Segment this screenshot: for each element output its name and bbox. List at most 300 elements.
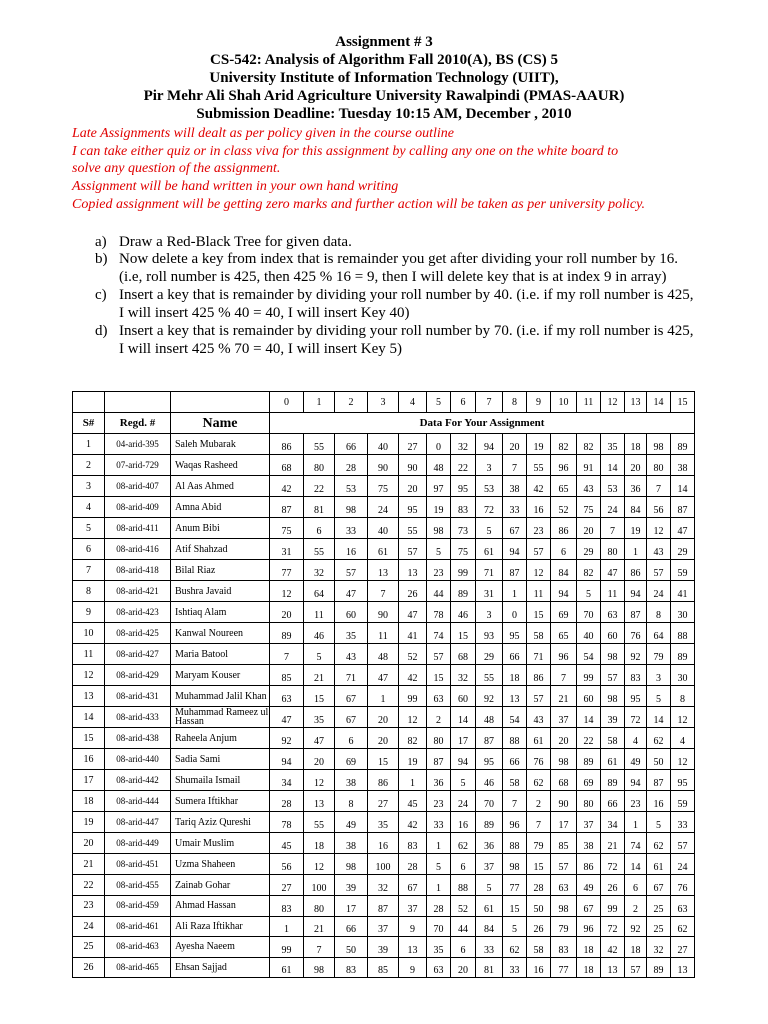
assignment-title: Assignment # 3	[335, 34, 433, 50]
data-value-cell: 44	[451, 916, 476, 937]
data-value-cell: 20	[503, 434, 527, 455]
data-value-cell: 16	[335, 539, 368, 560]
data-value-cell: 23	[527, 518, 551, 539]
data-value-cell: 66	[335, 434, 368, 455]
data-value-cell: 39	[601, 707, 625, 728]
data-value-cell: 23	[427, 560, 451, 581]
data-value-cell: 60	[577, 686, 601, 707]
row-regd: 08-arid-427	[105, 644, 171, 665]
data-value-cell: 88	[671, 623, 695, 644]
data-value-cell: 35	[335, 623, 368, 644]
data-value-cell: 79	[527, 833, 551, 854]
data-value-cell: 95	[476, 749, 503, 770]
table-row	[73, 455, 695, 476]
data-value-cell: 100	[304, 875, 335, 896]
data-value-cell: 89	[451, 581, 476, 602]
data-value-cell: 68	[551, 770, 577, 791]
data-value-cell: 15	[451, 623, 476, 644]
table-row	[73, 644, 695, 665]
data-value-cell: 88	[503, 833, 527, 854]
data-value-cell: 7	[304, 937, 335, 958]
data-value-cell: 26	[601, 875, 625, 896]
data-value-cell: 93	[476, 623, 503, 644]
data-value-cell: 11	[527, 581, 551, 602]
data-value-cell: 12	[399, 707, 427, 728]
data-value-cell: 36	[625, 476, 647, 497]
data-value-cell: 38	[671, 455, 695, 476]
data-value-cell: 20	[399, 476, 427, 497]
data-value-cell: 42	[399, 812, 427, 833]
data-value-cell: 14	[451, 707, 476, 728]
data-value-cell: 41	[399, 623, 427, 644]
row-sno: 15	[73, 728, 105, 749]
data-value-cell: 99	[399, 686, 427, 707]
empty-cell	[105, 392, 171, 413]
data-value-cell: 12	[304, 854, 335, 875]
data-value-cell: 62	[671, 916, 695, 937]
row-regd: 08-arid-423	[105, 602, 171, 623]
table-row	[73, 434, 695, 455]
data-value-cell: 46	[451, 602, 476, 623]
data-value-cell: 86	[577, 854, 601, 875]
data-value-cell: 55	[304, 812, 335, 833]
data-value-cell: 0	[503, 602, 527, 623]
row-regd: 04-arid-395	[105, 434, 171, 455]
row-regd: 08-arid-444	[105, 791, 171, 812]
data-value-cell: 37	[551, 707, 577, 728]
data-value-cell: 63	[551, 875, 577, 896]
data-value-cell: 66	[335, 916, 368, 937]
data-value-cell: 53	[476, 476, 503, 497]
table-row	[73, 957, 695, 978]
row-name: Zainab Gohar	[171, 875, 270, 896]
data-value-cell: 60	[451, 686, 476, 707]
data-value-cell: 30	[671, 665, 695, 686]
data-value-cell: 62	[503, 937, 527, 958]
row-name: Maria Batool	[171, 644, 270, 665]
data-value-cell: 75	[270, 518, 304, 539]
data-value-cell: 58	[601, 728, 625, 749]
row-sno: 20	[73, 833, 105, 854]
index-cell: 1	[304, 392, 335, 413]
data-value-cell: 25	[647, 896, 671, 917]
data-value-cell: 94	[625, 770, 647, 791]
data-value-cell: 87	[625, 602, 647, 623]
data-value-cell: 87	[671, 497, 695, 518]
data-value-cell: 87	[427, 749, 451, 770]
data-value-cell: 3	[647, 665, 671, 686]
data-value-cell: 12	[671, 749, 695, 770]
data-value-cell: 47	[368, 665, 399, 686]
data-value-cell: 80	[577, 791, 601, 812]
data-value-cell: 18	[577, 957, 601, 978]
row-regd: 08-arid-425	[105, 623, 171, 644]
data-value-cell: 86	[551, 518, 577, 539]
data-value-cell: 6	[304, 518, 335, 539]
data-value-cell: 37	[399, 896, 427, 917]
data-value-cell: 99	[601, 896, 625, 917]
data-value-cell: 57	[601, 665, 625, 686]
index-cell: 5	[427, 392, 451, 413]
row-regd: 08-arid-455	[105, 875, 171, 896]
data-value-cell: 6	[335, 728, 368, 749]
data-value-cell: 15	[527, 602, 551, 623]
row-regd: 08-arid-409	[105, 497, 171, 518]
data-value-cell: 98	[304, 957, 335, 978]
data-value-cell: 92	[270, 728, 304, 749]
row-regd: 08-arid-418	[105, 560, 171, 581]
question-text: Now delete a key from index that is remainder you get after dividing your roll number by 16.	[119, 251, 679, 267]
data-value-cell: 31	[270, 539, 304, 560]
data-value-cell: 11	[601, 581, 625, 602]
row-regd: 08-arid-451	[105, 854, 171, 875]
row-sno: 22	[73, 875, 105, 896]
data-value-cell: 59	[671, 791, 695, 812]
row-sno: 2	[73, 455, 105, 476]
data-value-cell: 27	[270, 875, 304, 896]
data-value-cell: 84	[625, 497, 647, 518]
data-value-cell: 27	[399, 434, 427, 455]
data-value-cell: 94	[451, 749, 476, 770]
data-value-cell: 64	[647, 623, 671, 644]
data-value-cell: 47	[399, 602, 427, 623]
data-value-cell: 38	[335, 770, 368, 791]
assignment-data-table	[72, 391, 695, 978]
data-value-cell: 35	[427, 937, 451, 958]
data-value-cell: 62	[647, 728, 671, 749]
data-value-cell: 19	[399, 749, 427, 770]
institute-name: University Institute of Information Technology (UIIT),	[209, 70, 559, 86]
data-value-cell: 72	[601, 854, 625, 875]
empty-cell	[171, 392, 270, 413]
data-value-cell: 56	[647, 497, 671, 518]
row-regd: 08-arid-431	[105, 686, 171, 707]
data-value-cell: 80	[304, 455, 335, 476]
data-value-cell: 65	[551, 623, 577, 644]
data-value-cell: 20	[451, 957, 476, 978]
data-value-cell: 42	[601, 937, 625, 958]
data-value-cell: 13	[601, 957, 625, 978]
row-regd: 08-arid-463	[105, 937, 171, 958]
data-value-cell: 89	[270, 623, 304, 644]
data-value-cell: 70	[577, 602, 601, 623]
row-regd: 08-arid-442	[105, 770, 171, 791]
data-value-cell: 7	[503, 455, 527, 476]
data-value-cell: 15	[427, 665, 451, 686]
data-value-cell: 50	[335, 937, 368, 958]
data-value-cell: 35	[601, 434, 625, 455]
data-value-cell: 57	[647, 560, 671, 581]
data-value-cell: 3	[476, 602, 503, 623]
data-value-cell: 71	[476, 560, 503, 581]
table-row	[73, 707, 695, 728]
data-value-cell: 98	[551, 896, 577, 917]
row-name: Maryam Kouser	[171, 665, 270, 686]
data-value-cell: 56	[270, 854, 304, 875]
data-value-cell: 12	[304, 770, 335, 791]
data-value-cell: 57	[335, 560, 368, 581]
data-value-cell: 27	[368, 791, 399, 812]
data-value-cell: 39	[368, 937, 399, 958]
data-value-cell: 4	[671, 728, 695, 749]
data-value-cell: 7	[368, 581, 399, 602]
index-cell: 2	[335, 392, 368, 413]
data-value-cell: 33	[427, 812, 451, 833]
data-value-cell: 83	[551, 937, 577, 958]
row-sno: 19	[73, 812, 105, 833]
data-value-cell: 77	[551, 957, 577, 978]
data-value-cell: 91	[577, 455, 601, 476]
index-cell: 9	[527, 392, 551, 413]
data-value-cell: 12	[270, 581, 304, 602]
data-value-cell: 21	[601, 833, 625, 854]
question-label: c)	[95, 287, 107, 303]
data-value-cell: 78	[270, 812, 304, 833]
table-row	[73, 833, 695, 854]
data-value-cell: 82	[577, 434, 601, 455]
question-label: a)	[95, 234, 107, 250]
row-name: Sumera Iftikhar	[171, 791, 270, 812]
data-value-cell: 9	[399, 957, 427, 978]
data-value-cell: 98	[551, 749, 577, 770]
data-value-cell: 86	[527, 665, 551, 686]
data-value-cell: 34	[601, 812, 625, 833]
data-value-cell: 5	[647, 812, 671, 833]
data-value-cell: 14	[647, 707, 671, 728]
data-value-cell: 94	[551, 581, 577, 602]
data-value-cell: 13	[399, 560, 427, 581]
data-value-cell: 42	[527, 476, 551, 497]
data-value-cell: 18	[503, 665, 527, 686]
data-value-cell: 23	[625, 791, 647, 812]
data-value-cell: 52	[551, 497, 577, 518]
data-value-cell: 75	[451, 539, 476, 560]
data-value-cell: 98	[647, 434, 671, 455]
data-value-cell: 52	[399, 644, 427, 665]
data-value-cell: 67	[399, 875, 427, 896]
data-value-cell: 29	[476, 644, 503, 665]
row-regd: 07-arid-729	[105, 455, 171, 476]
data-value-cell: 21	[551, 686, 577, 707]
row-sno: 1	[73, 434, 105, 455]
row-name: Bushra Javaid	[171, 581, 270, 602]
data-value-cell: 86	[625, 560, 647, 581]
note-quiz-viva: I can take either quiz or in class viva for this assignment by calling any one on the white board to	[72, 144, 619, 159]
data-value-cell: 13	[304, 791, 335, 812]
data-value-cell: 7	[647, 476, 671, 497]
data-value-cell: 35	[368, 812, 399, 833]
table-row	[73, 581, 695, 602]
data-value-cell: 63	[270, 686, 304, 707]
note-handwritten: Assignment will be hand written in your own hand writing	[72, 179, 399, 194]
data-value-cell: 32	[451, 665, 476, 686]
row-name: Ishtiaq Alam	[171, 602, 270, 623]
submission-deadline: Submission Deadline: Tuesday 10:15 AM, December , 2010	[196, 106, 572, 122]
data-value-cell: 87	[503, 560, 527, 581]
data-value-cell: 26	[399, 581, 427, 602]
row-name: Ahmad Hassan	[171, 896, 270, 917]
index-cell: 14	[647, 392, 671, 413]
data-value-cell: 5	[476, 875, 503, 896]
data-value-cell: 87	[368, 896, 399, 917]
data-value-cell: 97	[427, 476, 451, 497]
data-value-cell: 96	[551, 644, 577, 665]
data-value-cell: 71	[527, 644, 551, 665]
data-value-cell: 96	[551, 455, 577, 476]
data-value-cell: 59	[671, 560, 695, 581]
data-value-cell: 17	[335, 896, 368, 917]
data-value-cell: 8	[335, 791, 368, 812]
data-value-cell: 57	[551, 854, 577, 875]
table-row	[73, 518, 695, 539]
data-value-cell: 63	[427, 957, 451, 978]
index-header-row	[73, 392, 695, 413]
data-value-cell: 94	[625, 581, 647, 602]
row-sno: 17	[73, 770, 105, 791]
data-value-cell: 19	[427, 497, 451, 518]
row-sno: 24	[73, 916, 105, 937]
data-value-cell: 92	[476, 686, 503, 707]
data-value-cell: 36	[476, 833, 503, 854]
data-value-cell: 70	[427, 916, 451, 937]
data-value-cell: 38	[335, 833, 368, 854]
data-value-cell: 22	[451, 455, 476, 476]
data-value-cell: 62	[527, 770, 551, 791]
data-value-cell: 15	[527, 854, 551, 875]
question-text: (i.e, roll number is 425, then 425 % 16 = 9, then I will delete key that is at index 9 in array)	[119, 269, 667, 285]
question-text: I will insert 425 % 40 = 40, I will insert Key 40)	[119, 305, 410, 321]
row-regd: 08-arid-449	[105, 833, 171, 854]
index-cell: 8	[503, 392, 527, 413]
row-sno: 6	[73, 539, 105, 560]
data-value-cell: 16	[368, 833, 399, 854]
data-value-cell: 42	[270, 476, 304, 497]
data-value-cell: 49	[625, 749, 647, 770]
data-value-cell: 47	[304, 728, 335, 749]
row-regd: 08-arid-411	[105, 518, 171, 539]
data-value-cell: 86	[270, 434, 304, 455]
data-value-cell: 37	[368, 916, 399, 937]
data-value-cell: 40	[368, 434, 399, 455]
data-value-cell: 84	[551, 560, 577, 581]
data-value-cell: 82	[399, 728, 427, 749]
data-value-cell: 83	[625, 665, 647, 686]
data-value-cell: 70	[476, 791, 503, 812]
data-value-cell: 30	[671, 602, 695, 623]
data-value-cell: 12	[647, 518, 671, 539]
data-value-cell: 4	[625, 728, 647, 749]
data-value-cell: 14	[671, 476, 695, 497]
data-value-cell: 33	[335, 518, 368, 539]
data-value-cell: 5	[451, 770, 476, 791]
table-row	[73, 539, 695, 560]
data-value-cell: 32	[368, 875, 399, 896]
row-sno: 18	[73, 791, 105, 812]
data-value-cell: 89	[671, 644, 695, 665]
data-value-cell: 89	[601, 770, 625, 791]
data-value-cell: 33	[503, 497, 527, 518]
row-sno: 9	[73, 602, 105, 623]
data-value-cell: 6	[451, 854, 476, 875]
row-regd: 08-arid-459	[105, 896, 171, 917]
row-sno: 12	[73, 665, 105, 686]
data-value-cell: 72	[625, 707, 647, 728]
data-value-cell: 24	[601, 497, 625, 518]
data-value-cell: 69	[551, 602, 577, 623]
data-value-cell: 69	[335, 749, 368, 770]
row-regd: 08-arid-465	[105, 957, 171, 978]
row-sno: 11	[73, 644, 105, 665]
data-value-cell: 1	[427, 875, 451, 896]
data-value-cell: 29	[671, 539, 695, 560]
data-value-cell: 13	[503, 686, 527, 707]
data-value-cell: 20	[368, 707, 399, 728]
data-value-cell: 5	[304, 644, 335, 665]
data-value-cell: 46	[304, 623, 335, 644]
row-name: Sadia Sami	[171, 749, 270, 770]
data-value-cell: 40	[577, 623, 601, 644]
data-value-cell: 68	[451, 644, 476, 665]
data-value-cell: 16	[527, 497, 551, 518]
data-value-cell: 96	[503, 812, 527, 833]
row-regd: 08-arid-429	[105, 665, 171, 686]
data-value-cell: 23	[427, 791, 451, 812]
data-value-cell: 17	[551, 812, 577, 833]
data-value-cell: 69	[577, 770, 601, 791]
data-value-cell: 64	[304, 581, 335, 602]
data-value-cell: 61	[368, 539, 399, 560]
row-sno: 13	[73, 686, 105, 707]
data-value-cell: 98	[335, 497, 368, 518]
university-name: Pir Mehr Ali Shah Arid Agriculture University Rawalpindi (PMAS-AAUR)	[143, 88, 625, 104]
data-value-cell: 57	[671, 833, 695, 854]
row-regd: 08-arid-416	[105, 539, 171, 560]
table-row	[73, 896, 695, 917]
data-value-cell: 81	[476, 957, 503, 978]
table-row	[73, 791, 695, 812]
question-label: b)	[95, 251, 108, 267]
index-cell: 13	[625, 392, 647, 413]
data-value-cell: 36	[427, 770, 451, 791]
index-cell: 15	[671, 392, 695, 413]
row-name: Atif Shahzad	[171, 539, 270, 560]
data-value-cell: 18	[625, 434, 647, 455]
data-value-cell: 58	[527, 623, 551, 644]
data-value-cell: 24	[368, 497, 399, 518]
data-value-cell: 87	[647, 770, 671, 791]
data-value-cell: 22	[304, 476, 335, 497]
data-value-cell: 38	[577, 833, 601, 854]
data-value-cell: 99	[451, 560, 476, 581]
data-value-cell: 31	[476, 581, 503, 602]
data-value-cell: 43	[647, 539, 671, 560]
row-sno: 16	[73, 749, 105, 770]
row-name: Anum Bibi	[171, 518, 270, 539]
data-value-cell: 96	[577, 916, 601, 937]
data-value-cell: 55	[399, 518, 427, 539]
data-value-cell: 15	[503, 896, 527, 917]
data-value-cell: 100	[368, 854, 399, 875]
row-name: Waqas Rasheed	[171, 455, 270, 476]
data-value-cell: 55	[527, 455, 551, 476]
data-value-cell: 82	[577, 560, 601, 581]
data-value-cell: 76	[625, 623, 647, 644]
data-value-cell: 67	[503, 518, 527, 539]
data-value-cell: 5	[503, 916, 527, 937]
row-name: Uzma Shaheen	[171, 854, 270, 875]
data-value-cell: 61	[601, 749, 625, 770]
question-text: Insert a key that is remainder by dividing your roll number by 70. (i.e. if my roll number is 425,	[119, 323, 694, 339]
